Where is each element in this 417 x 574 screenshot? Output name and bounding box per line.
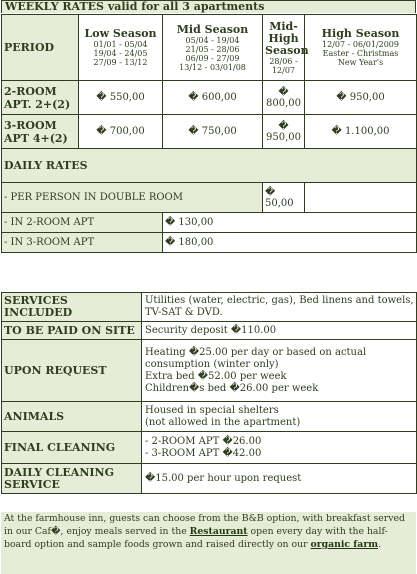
price-cell: � 700,00 xyxy=(79,115,163,149)
weekly-rates-table xyxy=(1,14,417,253)
season-mid-high: Mid-High Season 28/06 - 12/07 xyxy=(263,15,305,81)
daily-row-price: � 50,00 xyxy=(263,183,305,213)
daily-rates-title: DAILY RATES xyxy=(2,149,417,183)
final-cleaning-row: FINAL CLEANING - 2-ROOM APT �26.00 - 3-ROOM APT �42.00 xyxy=(2,432,417,464)
rate-row-3room xyxy=(2,115,417,149)
season-low: Low Season 01/01 - 05/04 19/04 - 24/05 27/09 - 13/12 xyxy=(79,15,163,81)
season-mid: Mid Season 05/04 - 19/04 21/05 - 28/06 06/09 - 27/09 13/12 - 03/01/08 xyxy=(163,15,263,81)
rate-row-label: 2-ROOM APT. 2+(2) xyxy=(2,81,79,115)
daily-row-label: - PER PERSON IN DOUBLE ROOM xyxy=(2,183,263,213)
daily-row-label: - IN 2-ROOM APT xyxy=(2,213,163,233)
season-high: High Season 12/07 - 06/01/2009 Easter - Christmas New Year's xyxy=(305,15,417,81)
price-cell: � 1.100,00 xyxy=(305,115,417,149)
daily-row xyxy=(2,233,417,253)
daily-cleaning-row: DAILY CLEANING SERVICE �15.00 per hour upon request xyxy=(2,464,417,494)
daily-row-price: � 180,00 xyxy=(163,233,417,253)
animals-row: ANIMALS Housed in special shelters (not allowed in the apartment) xyxy=(2,402,417,432)
paid-on-site-row: TO BE PAID ON SITE Security deposit �110.00 xyxy=(2,322,417,340)
services-included-row: SERVICES INCLUDED Utilities (water, electric, gas), Bed linens and towels, TV-SAT & DVD. xyxy=(2,293,417,322)
period-label: PERIOD xyxy=(2,15,79,81)
price-cell: � 600,00 xyxy=(163,81,263,115)
daily-row-label: - IN 3-ROOM APT xyxy=(2,233,163,253)
upon-request-row: UPON REQUEST Heating �25.00 per day or based on actual consumption (winter only) Extra bed �52.00 per week Children�s bed �26.00 per week xyxy=(2,340,417,402)
page-title: WEEKLY RATES valid for all 3 apartments xyxy=(1,0,416,13)
price-cell: � 800,00 xyxy=(263,81,305,115)
price-cell: � 550,00 xyxy=(79,81,163,115)
daily-row-price: � 130,00 xyxy=(163,213,417,233)
rate-row-label: 3-ROOM APT 4+(2) xyxy=(2,115,79,149)
rate-row-2room xyxy=(2,81,417,115)
price-cell: � 950,00 xyxy=(305,81,417,115)
footer-description: At the farmhouse inn, guests can choose from the B&B option, with breakfast served in our Caf�, enjoy meals served in the Restaurant open every day with the half-board option and sample foods grown and raised directly on our organic farm. xyxy=(1,512,416,574)
restaurant-link[interactable]: Restaurant xyxy=(189,526,248,537)
empty-cell xyxy=(305,183,417,213)
price-cell: � 750,00 xyxy=(163,115,263,149)
daily-row xyxy=(2,213,417,233)
services-table xyxy=(1,292,417,494)
price-cell: � 950,00 xyxy=(263,115,305,149)
daily-row xyxy=(2,183,417,213)
organic-farm-link[interactable]: organic farm xyxy=(310,539,379,550)
